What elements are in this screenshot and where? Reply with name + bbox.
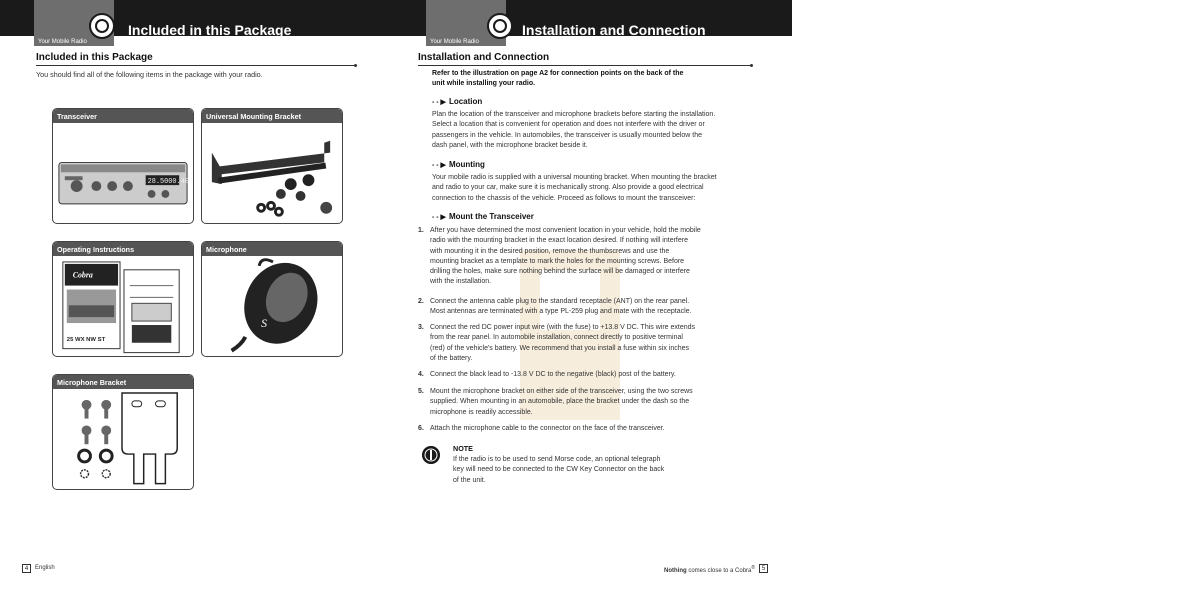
subheading-mount-transceiver: - - ▶ Mount the Transceiver: [432, 212, 534, 221]
arrow-right-icon: - - ▶: [432, 99, 446, 106]
header-title: Installation and Connection: [522, 22, 706, 38]
step-5: 5. Mount the microphone bracket on either side of the transceiver, using the two screws supplied. When mounting in an automobile, place the bracket under the dash so the microphone is readily accessible.: [418, 388, 693, 416]
header-swirl-icon: [486, 12, 514, 40]
item-card-microphone-bracket: [52, 374, 194, 490]
card-label: Transceiver: [53, 109, 193, 123]
section-heading: Installation and Connection: [418, 52, 550, 63]
card-label: Operating Instructions: [53, 242, 193, 256]
header-tab-label: Your Mobile Radio: [430, 39, 479, 45]
header-tab-label: Your Mobile Radio: [38, 39, 87, 45]
card-label: Microphone Bracket: [53, 375, 193, 389]
heading-rule: [418, 65, 750, 66]
heading-rule-dot: [354, 64, 357, 67]
microphone-icon: [202, 256, 342, 357]
item-card-transceiver: [52, 108, 194, 224]
heading-rule-dot: [750, 64, 753, 67]
mounting-bracket-icon: [202, 123, 342, 224]
location-paragraph: Plan the location of the transceiver and microphone brackets before starting the installation. Select a location that is convenient for operation and does not interfere with the driver or passengers in the vehicle. In automobiles, the transceiver is usually mounted below the dash panel, with the microphone bracket beside it.: [432, 111, 716, 149]
right-page: [396, 0, 792, 594]
heading-rule: [36, 65, 354, 66]
intro-text: You should find all of the following items in the package with your radio.: [36, 70, 263, 79]
section-heading: Included in this Package: [36, 52, 153, 63]
header-swirl-icon: [88, 12, 116, 40]
mounting-paragraph: Your mobile radio is supplied with a universal mounting bracket. When mounting the bracket and radio to your car, make sure it is mechanically strong. Also provide a good electrical connection to the chassis of the vehicle. Proceed as follows to mount the transceiver:: [432, 174, 717, 202]
step-6: 6. Attach the microphone cable to the connector on the face of the transceiver.: [418, 425, 665, 432]
blank-area: [792, 0, 1188, 594]
item-card-operating-instructions: [52, 241, 194, 357]
transceiver-icon: [53, 123, 193, 224]
manual-icon: [53, 256, 193, 357]
subheading-mounting: - - ▶ Mounting: [432, 160, 485, 169]
page-number: 4: [22, 564, 31, 573]
radio-display: 28.5000.40: [147, 178, 189, 187]
footer-language: English: [35, 565, 55, 571]
left-page: [0, 0, 396, 594]
arrow-right-icon: - - ▶: [432, 162, 446, 169]
step-2: 2. Connect the antenna cable plug to the standard receptacle (ANT) on the rear panel. Most antennas are terminated with a type PL-259 plug and mate with the receptacle.: [418, 298, 692, 316]
intro-line-1: Refer to the illustration on page A2 for connection points on the back of the: [432, 70, 684, 77]
header-title: Included in this Package: [128, 22, 292, 38]
step-3: 3. Connect the red DC power input wire (with the fuse) to +13.8 V DC. This wire extends from the rear panel. In automobile installation, connect directly to positive terminal (red) of the vehicle's battery. We recommend that you install a fuse within six inches of the battery.: [418, 324, 696, 362]
page-number: 5: [759, 564, 768, 573]
note-title: NOTE: [453, 444, 473, 453]
footer-slogan: Nothing comes close to a Cobra®: [664, 565, 756, 574]
card-label: Microphone: [202, 242, 342, 256]
item-card-microphone: [201, 241, 343, 357]
note-text: If the radio is to be used to send Morse code, an optional telegraph key will need to be connected to the CW Key Connector on the back of the unit.: [453, 456, 665, 484]
step-1: 1. After you have determined the most convenient location in your vehicle, hold the mobile radio with the mounting bracket in the exact location desired. If nothing will interfere with mounting it in the desired position, remove the thumbscrews and use the mounting bracket as a template to mark the holes for the mounting screws. Before drilling the holes, make sure nothing behind the surface will be damaged or interfere with the installation.: [418, 227, 701, 286]
svg-text:S: S: [261, 315, 268, 330]
step-4: 4. Connect the black lead to -13.8 V DC to the negative (black) post of the battery.: [418, 371, 676, 378]
mic-bracket-icon: [53, 389, 193, 490]
card-label: Universal Mounting Bracket: [202, 109, 342, 123]
note-icon: [422, 446, 440, 464]
manual-brand: Cobra: [72, 270, 93, 280]
item-card-mounting-bracket: [201, 108, 343, 224]
manual-model: 25 WX NW ST: [66, 336, 106, 343]
subheading-location: - - ▶ Location: [432, 97, 483, 106]
arrow-right-icon: - - ▶: [432, 214, 446, 221]
intro-line-2: unit while installing your radio.: [432, 80, 536, 87]
